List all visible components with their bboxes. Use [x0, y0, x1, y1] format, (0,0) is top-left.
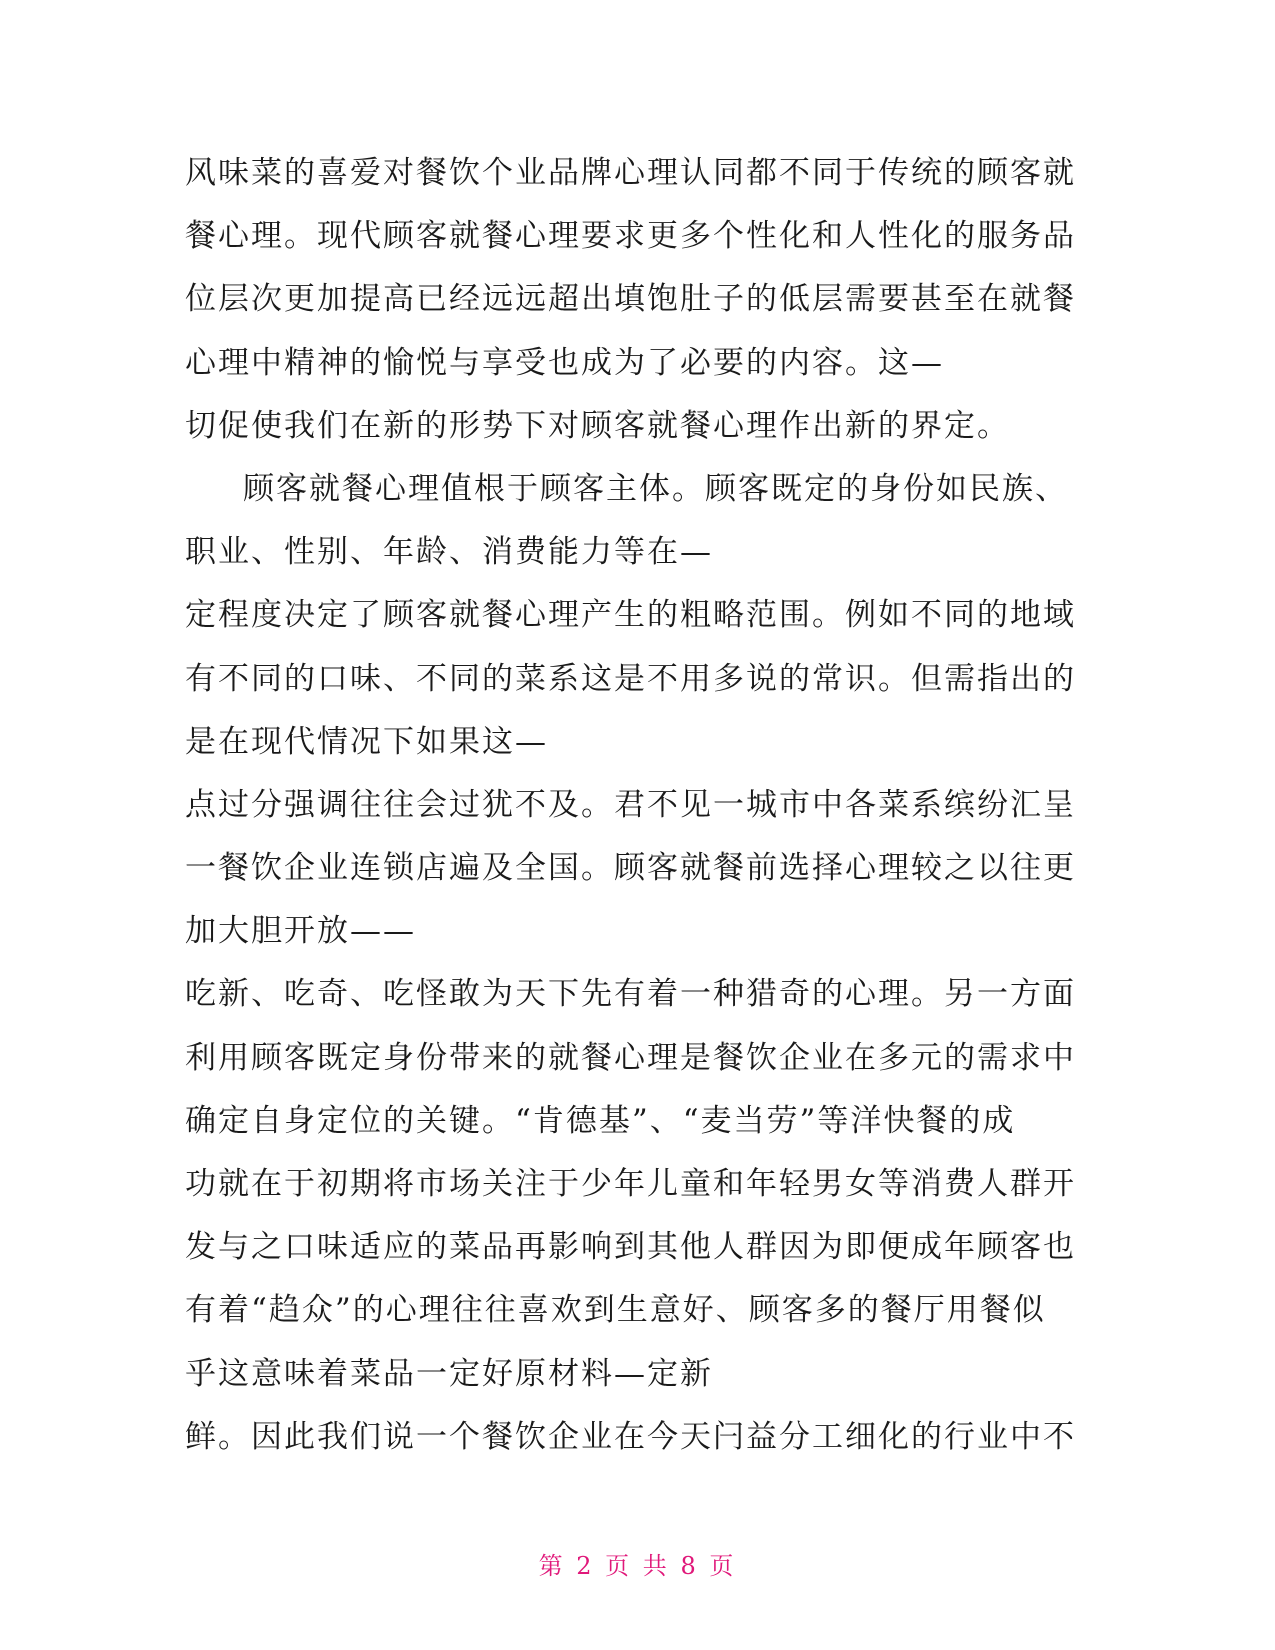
text-line: 切促使我们在新的形势下对顾客就餐心理作出新的界定。 — [185, 407, 1010, 444]
text-line: 一餐饮企业连锁店遍及全国。顾客就餐前选择心理较之以往更 — [185, 850, 1076, 887]
text-line: 加大胆开放—— — [185, 913, 416, 950]
text-line: 职业、性别、年龄、消费能力等在— — [185, 534, 713, 571]
text-line: 吃新、吃奇、吃怪敢为天下先有着一种猎奇的心理。另一方面 — [185, 976, 1076, 1013]
text-line: 位层次更加提高已经远远超出填饱肚子的低层需要甚至在就餐 — [185, 281, 1076, 318]
text-line: 有着“趋众”的心理往往喜欢到生意好、顾客多的餐厅用餐似 — [185, 1292, 1046, 1329]
text-line: 心理中精神的愉悦与享受也成为了必要的内容。这— — [185, 344, 944, 381]
text-line: 确定自身定位的关键。“肯德基”、“麦当劳”等洋快餐的成 — [185, 1102, 1016, 1139]
text-line: 鲜。因此我们说一个餐饮企业在今天闩益分工细化的行业中不 — [185, 1418, 1076, 1455]
text-line: 定程度决定了顾客就餐心理产生的粗略范围。例如不同的地域 — [185, 597, 1076, 634]
body-text — [185, 142, 1085, 1469]
text-line: 风味菜的喜爱对餐饮个业品牌心理认同都不同于传统的顾客就 — [185, 155, 1076, 191]
paragraph-start-line: 顾客就餐心理值根于顾客主体。顾客既定的身份如民族、 — [243, 470, 1068, 507]
text-line: 功就在于初期将市场关注于少年儿童和年轻男女等消费人群开 — [185, 1166, 1076, 1202]
text-line: 是在现代情况下如果这— — [185, 723, 548, 760]
text-line: 点过分强调往往会过犹不及。君不见一城市中各菜系缤纷汇呈 — [185, 786, 1076, 823]
page-number-footer: 第 2 页 共 8 页 — [538, 1552, 737, 1580]
text-line: 餐心理。现代顾客就餐心理要求更多个性化和人性化的服务品 — [185, 218, 1076, 255]
text-line: 有不同的口味、不同的菜系这是不用多说的常识。但需指出的 — [185, 660, 1076, 697]
text-line: 利用顾客既定身份带来的就餐心理是餐饮企业在多元的需求中 — [185, 1039, 1076, 1076]
text-line: 发与之口味适应的菜品再影响到其他人群因为即便成年顾客也 — [185, 1229, 1076, 1266]
text-line: 乎这意味着菜品一定好原材料—定新 — [185, 1355, 713, 1392]
